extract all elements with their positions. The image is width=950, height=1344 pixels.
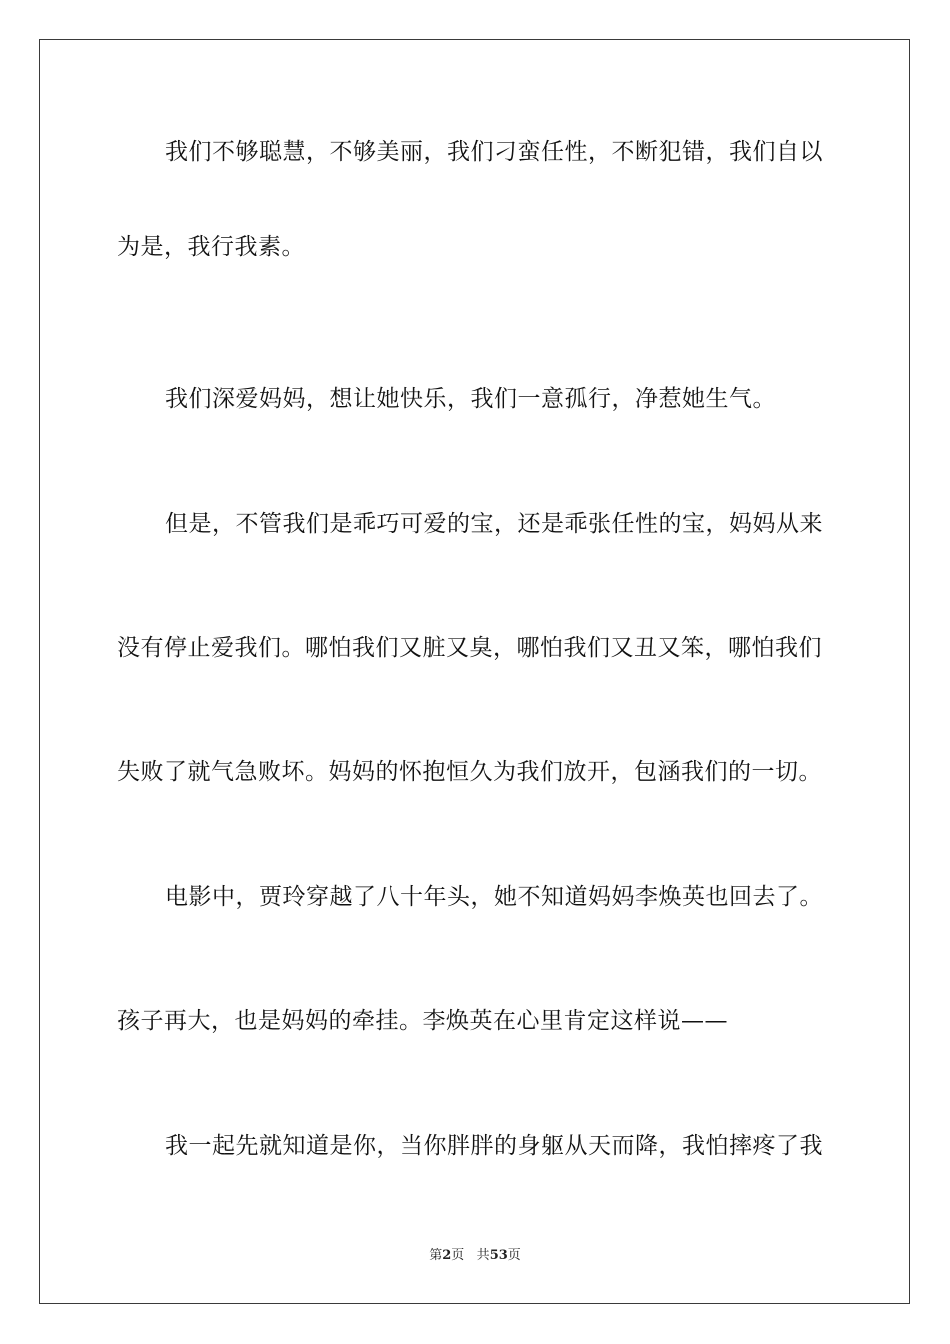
page-footer bbox=[0, 1247, 950, 1265]
page-number: 2 bbox=[442, 1248, 452, 1263]
total-prefix: 共 bbox=[476, 1248, 490, 1263]
total-suffix: 页 bbox=[507, 1248, 521, 1263]
total-pages: 53 bbox=[489, 1248, 508, 1263]
page-suffix: 页 bbox=[451, 1248, 465, 1263]
paragraph-line: 失败了就气急败坏。妈妈的怀抱恒久为我们放开，包涵我们的一切。 bbox=[117, 759, 822, 785]
paragraph-line: 孩子再大，也是妈妈的牵挂。李焕英在心里肯定这样说—— bbox=[117, 1008, 728, 1034]
page-border bbox=[39, 39, 910, 1304]
paragraph-line: 没有停止爱我们。哪怕我们又脏又臭，哪怕我们又丑又笨，哪怕我们 bbox=[117, 635, 822, 661]
paragraph-line: 我们深爱妈妈，想让她快乐，我们一意孤行，净惹她生气。 bbox=[165, 386, 776, 412]
paragraph-line: 但是，不管我们是乖巧可爱的宝，还是乖张任性的宝，妈妈从来 bbox=[165, 511, 823, 537]
paragraph-line: 我们不够聪慧，不够美丽，我们刁蛮任性，不断犯错，我们自以 bbox=[165, 139, 823, 165]
page-prefix: 第 bbox=[429, 1248, 443, 1263]
paragraph-line: 电影中，贾玲穿越了八十年头，她不知道妈妈李焕英也回去了。 bbox=[165, 884, 823, 910]
paragraph-line: 为是，我行我素。 bbox=[117, 234, 305, 260]
paragraph-line: 我一起先就知道是你，当你胖胖的身躯从天而降，我怕摔疼了我 bbox=[165, 1133, 823, 1159]
